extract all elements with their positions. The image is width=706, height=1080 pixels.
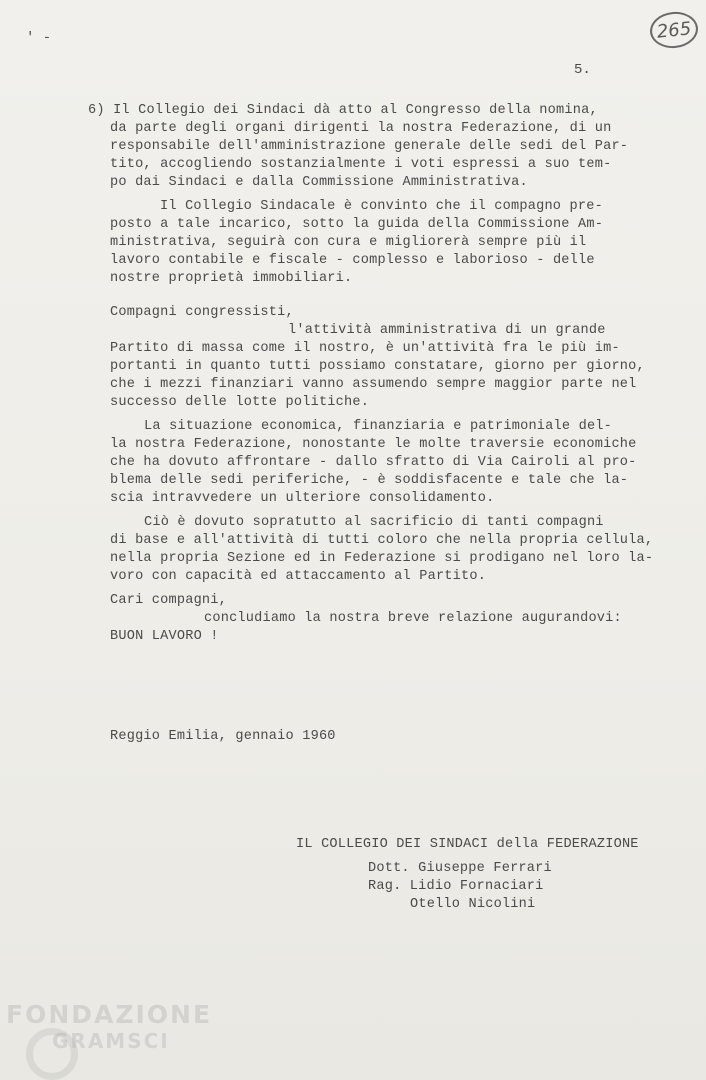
paragraph-convinto-line: ministrativa, seguirà con cura e migliorerà sempre più il [110,235,587,250]
watermark-line-2: GRAMSCI [52,1029,170,1053]
paragraph-convinto-line: lavoro contabile e fiscale - complesso e laborioso - delle [110,253,595,268]
paragraph-situazione-line: La situazione economica, finanziaria e patrimoniale del- [144,419,613,434]
paragraph-sacrificio-line: voro con capacità ed attaccamento al Partito. [110,569,487,584]
paragraph-attivita-line: l'attività amministrativa di un grande [288,323,606,338]
paragraph-6-line: responsabile dell'amministrazione generale delle sedi del Par- [110,139,629,154]
paragraph-sacrificio-line: di base e all'attività di tutti coloro che nella propria cellula, [110,533,654,548]
signatory-name: Dott. Giuseppe Ferrari [368,861,552,876]
paragraph-attivita-line: successo delle lotte politiche. [110,395,370,410]
corner-mark: ' - [26,30,52,46]
paragraph-sacrificio-line: nella propria Sezione ed in Federazione si prodigano nel loro la- [110,551,654,566]
paragraph-attivita-line: portanti in quanto tutti possiamo constatare, giorno per giorno, [110,359,645,374]
salutation-cari-compagni: Cari compagni, [110,593,228,608]
watermark-line-1: FONDAZIONE [6,1000,213,1029]
watermark [6,1000,212,1053]
paragraph-6-line: 6) Il Collegio dei Sindaci dà atto al Congresso della nomina, [88,103,598,118]
paragraph-situazione-line: la nostra Federazione, nonostante le molte traversie economiche [110,437,637,452]
place-date: Reggio Emilia, gennaio 1960 [110,729,336,744]
paragraph-6-line: po dai Sindaci e dalla Commissione Amministrativa. [110,175,528,190]
closing-exclamation: BUON LAVORO ! [110,629,219,644]
signatory-name: Otello Nicolini [410,897,536,912]
closing-line: concludiamo la nostra breve relazione augurandovi: [204,611,622,626]
paragraph-convinto-line: Il Collegio Sindacale è convinto che il compagno pre- [160,199,603,214]
paragraph-attivita-line: che i mezzi finanziari vanno assumendo sempre maggior parte nel [110,377,637,392]
paragraph-situazione-line: che ha dovuto affrontare - dallo sfratto di Via Cairoli al pro- [110,455,637,470]
signatory-name: Rag. Lidio Fornaciari [368,879,544,894]
paragraph-situazione-line: scia intravvedere un ulteriore consolidamento. [110,491,495,506]
paragraph-convinto-line: posto a tale incarico, sotto la guida della Commissione Am- [110,217,604,232]
paragraph-6-line: tito, accogliendo sostanzialmente i voti espressi a suo tem- [110,157,612,172]
paragraph-convinto-line: nostre proprietà immobiliari. [110,271,353,286]
paragraph-situazione-line: blema delle sedi periferiche, - è soddisfacente e tale che la- [110,473,629,488]
salutation-congressisti: Compagni congressisti, [110,305,294,320]
paragraph-sacrificio-line: Ciò è dovuto sopratutto al sacrificio di tanti compagni [144,515,604,530]
paragraph-attivita-line: Partito di massa come il nostro, è un'attività fra le più im- [110,341,620,356]
signature-header: IL COLLEGIO DEI SINDACI della FEDERAZIONE [296,837,639,852]
archive-number-stamp: 265 [648,10,700,51]
page-number: 5. [574,62,591,78]
paragraph-6-line: da parte degli organi dirigenti la nostra Federazione, di un [110,121,612,136]
